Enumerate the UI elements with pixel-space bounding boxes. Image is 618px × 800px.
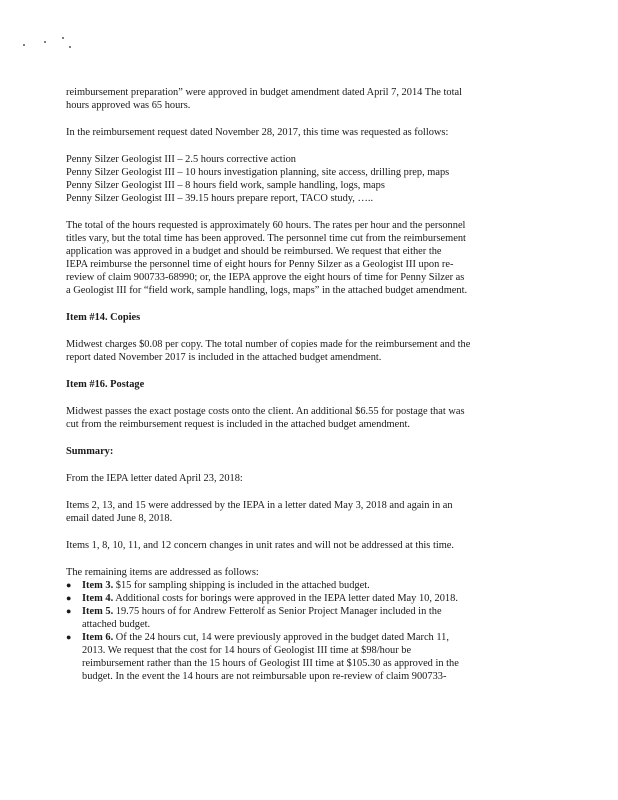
text-line: The total of the hours requested is approximately 60 hours. The rates per hour and the personnel: [66, 220, 466, 231]
item-label: Item 6.: [82, 632, 114, 643]
item-text: 2013. We request that the cost for 14 hours of Geologist III time at $98/hour be: [82, 645, 412, 656]
text-line: email dated June 8, 2018.: [66, 513, 173, 524]
request-item: Penny Silzer Geologist III – 39.15 hours prepare report, TACO study, …..: [66, 193, 374, 204]
list-item: [66, 592, 552, 605]
text-line: reimbursement preparation” were approved in budget amendment dated April 7, 2014 The total: [66, 87, 462, 98]
text-line: Items 2, 13, and 15 were addressed by the IEPA in a letter dated May 3, 2018 and again in an: [66, 500, 453, 511]
scan-speck: [69, 46, 71, 48]
text-line: Midwest charges $0.08 per copy. The total number of copies made for the reimbursement and the: [66, 339, 471, 350]
summary-remaining-lead: The remaining items are addressed as follows:: [66, 567, 259, 578]
bullet-icon: ●: [66, 593, 72, 603]
item14-heading: Item #14. Copies: [66, 312, 141, 323]
scan-speck: [23, 44, 25, 46]
list-item: [66, 579, 552, 592]
bullet-icon: ●: [66, 580, 72, 590]
text-line: titles vary, but the total time has been approved. The personnel time cut from the reimbursement: [66, 233, 466, 244]
summary-heading: Summary:: [66, 446, 114, 457]
request-items: [66, 153, 552, 205]
item-label: Item 3.: [82, 580, 114, 591]
item-label: Item 4.: [82, 593, 114, 604]
item-text: attached budget.: [82, 619, 151, 630]
request-item: Penny Silzer Geologist III – 10 hours investigation planning, site access, drilling prep, maps: [66, 167, 450, 178]
list-item: [66, 631, 552, 683]
text-line: application was approved in a budget and should be reimbursed. We request that either the: [66, 246, 442, 257]
item-label: Item 5.: [82, 606, 114, 617]
scan-speck: [62, 37, 64, 39]
item-text: reimbursement rather than the 15 hours of Geologist III time at $105.30 as approved in the: [82, 658, 459, 669]
total-paragraph: [66, 219, 552, 297]
item-text: Additional costs for borings were approved in the IEPA letter dated May 10, 2018.: [113, 593, 458, 604]
list-item: [66, 605, 552, 631]
document-body: [66, 86, 552, 683]
summary-not-addressed: Items 1, 8, 10, 11, and 12 concern changes in unit rates and will not be addressed at this time.: [66, 540, 455, 551]
bullet-icon: ●: [66, 632, 72, 642]
request-item: Penny Silzer Geologist III – 8 hours field work, sample handling, logs, maps: [66, 180, 385, 191]
text-line: IEPA reimburse the personnel time of eight hours for Penny Silzer as a Geologist III upon re-: [66, 259, 454, 270]
text-line: report dated November 2017 is included in the attached budget amendment.: [66, 352, 382, 363]
item16-paragraph: [66, 405, 552, 431]
intro-paragraph: [66, 86, 552, 112]
item-text: Of the 24 hours cut, 14 were previously approved in the budget dated March 11,: [113, 632, 449, 643]
text-line: cut from the reimbursement request is included in the attached budget amendment.: [66, 419, 410, 430]
remaining-items-list: [66, 579, 552, 683]
summary-from-letter: From the IEPA letter dated April 23, 2018:: [66, 473, 243, 484]
item16-heading: Item #16. Postage: [66, 379, 145, 390]
item-text: $15 for sampling shipping is included in the attached budget.: [113, 580, 370, 591]
item-text: 19.75 hours of for Andrew Fetterolf as Senior Project Manager included in the: [113, 606, 442, 617]
text-line: a Geologist III for “field work, sample handling, logs, maps” in the attached budget amendment.: [66, 285, 468, 296]
bullet-icon: ●: [66, 606, 72, 616]
request-lead: In the reimbursement request dated November 28, 2017, this time was requested as follows:: [66, 127, 449, 138]
item-text: budget. In the event the 14 hours are not reimbursable upon re-review of claim 900733-: [82, 671, 447, 682]
scan-speck: [44, 41, 46, 43]
item14-paragraph: [66, 338, 552, 364]
request-item: Penny Silzer Geologist III – 2.5 hours corrective action: [66, 154, 296, 165]
text-line: Midwest passes the exact postage costs onto the client. An additional $6.55 for postage that was: [66, 406, 465, 417]
text-line: review of claim 900733-68990; or, the IEPA approve the eight hours of time for Penny Silzer as: [66, 272, 465, 283]
summary-addressed: [66, 499, 552, 525]
text-line: hours approved was 65 hours.: [66, 100, 191, 111]
